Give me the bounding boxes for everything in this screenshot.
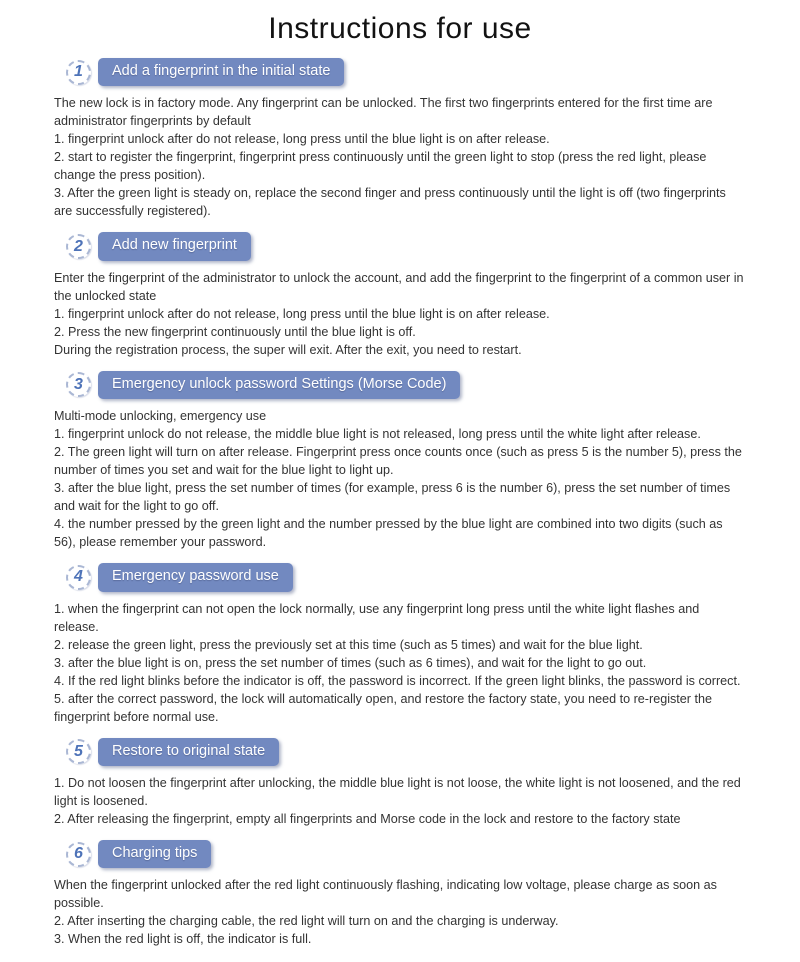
section-1-heading: Add a fingerprint in the initial state (98, 58, 344, 86)
section-3-number-badge: 3 (66, 372, 91, 397)
section-3-paragraph: 2. The green light will turn on after release. Fingerprint press once counts once (such as press 5 is the number 5), press the number of times you set and wait for the blue light to light up. (54, 445, 742, 478)
section-6-number-badge: 6 (66, 842, 91, 867)
section-3-paragraph: Multi-mode unlocking, emergency use (54, 409, 267, 424)
section-4-paragraph: 1. when the fingerprint can not open the lock normally, use any fingerprint long press until the white light flashes and release. (54, 601, 700, 634)
section-3-paragraph: 3. after the blue light, press the set number of times (for example, press 6 is the number 6), press the set number of times and wait for the light to go off. (54, 481, 731, 514)
section-5-header (66, 738, 746, 766)
page-title: Instructions for use (268, 12, 532, 45)
section-1-header (66, 58, 746, 86)
section-3-heading: Emergency unlock password Settings (Morse Code) (98, 371, 460, 399)
section-5-paragraph: 2. After releasing the fingerprint, empty all fingerprints and Morse code in the lock and restore to the factory state (54, 811, 681, 826)
section-6-paragraph: When the fingerprint unlocked after the red light continuously flashing, indicating low voltage, please charge as soon as possible. (54, 878, 717, 911)
section-1-paragraph: 1. fingerprint unlock after do not release, long press until the blue light is on after release. (54, 132, 550, 147)
section-2-heading: Add new fingerprint (98, 232, 251, 260)
section-4-paragraph: 4. If the red light blinks before the indicator is off, the password is incorrect. If the green light blinks, the password is correct. (54, 673, 741, 688)
section-2-paragraph: 1. fingerprint unlock after do not release, long press until the blue light is on after release. (54, 306, 550, 321)
section-5-number-badge: 5 (66, 739, 91, 764)
section-4-header (66, 563, 746, 591)
section-4 (54, 563, 746, 725)
section-6-header (66, 840, 746, 868)
section-3-paragraph: 1. fingerprint unlock do not release, the middle blue light is not released, long press until the white light after release. (54, 427, 701, 442)
section-2-paragraph: Enter the fingerprint of the administrator to unlock the account, and add the fingerprint to the fingerprint of a common user in the unlocked state (54, 270, 744, 303)
section-1-paragraph: 2. start to register the fingerprint, fingerprint press continuously until the green light to stop (press the red light, please change the press position). (54, 150, 707, 183)
section-4-paragraph: 3. after the blue light is on, press the set number of times (such as 6 times), and wait for the light to go out. (54, 655, 647, 670)
section-6-paragraph: 3. When the red light is off, the indicator is full. (54, 932, 312, 947)
section-6 (54, 840, 746, 948)
section-5-heading: Restore to original state (98, 738, 279, 766)
section-1-number-badge: 1 (66, 60, 91, 85)
section-4-number-badge: 4 (66, 565, 91, 590)
section-6-heading: Charging tips (98, 840, 211, 868)
section-2-paragraph: 2. Press the new fingerprint continuously until the blue light is off. (54, 324, 416, 339)
section-4-heading: Emergency password use (98, 563, 293, 591)
section-2-header (66, 232, 746, 260)
section-4-paragraph: 2. release the green light, press the previously set at this time (such as 5 times) and wait for the blue light. (54, 637, 643, 652)
section-5 (54, 738, 746, 828)
section-1-paragraph: The new lock is in factory mode. Any fingerprint can be unlocked. The first two fingerprints entered for the first time are administrator fingerprints by default (54, 96, 713, 129)
section-6-paragraph: 2. After inserting the charging cable, the red light will turn on and the charging is underway. (54, 914, 559, 929)
section-2-paragraph: During the registration process, the super will exit. After the exit, you need to restart. (54, 342, 522, 357)
section-4-paragraph: 5. after the correct password, the lock will automatically open, and restore the factory state, you need to re-register the fingerprint before normal use. (54, 691, 713, 724)
section-1-paragraph: 3. After the green light is steady on, replace the second finger and press continuously until the light is off (two fingerprints are successfully registered). (54, 186, 726, 219)
section-5-paragraph: 1. Do not loosen the fingerprint after unlocking, the middle blue light is not loose, the white light is not loosened, and the red light is loosened. (54, 775, 741, 808)
section-1 (54, 58, 746, 220)
section-2-number-badge: 2 (66, 234, 91, 259)
section-2 (54, 232, 746, 358)
section-3-header (66, 371, 746, 399)
section-3 (54, 371, 746, 551)
section-3-paragraph: 4. the number pressed by the green light and the number pressed by the blue light are combined into two digits (such as 56), please remember your password. (54, 517, 723, 550)
